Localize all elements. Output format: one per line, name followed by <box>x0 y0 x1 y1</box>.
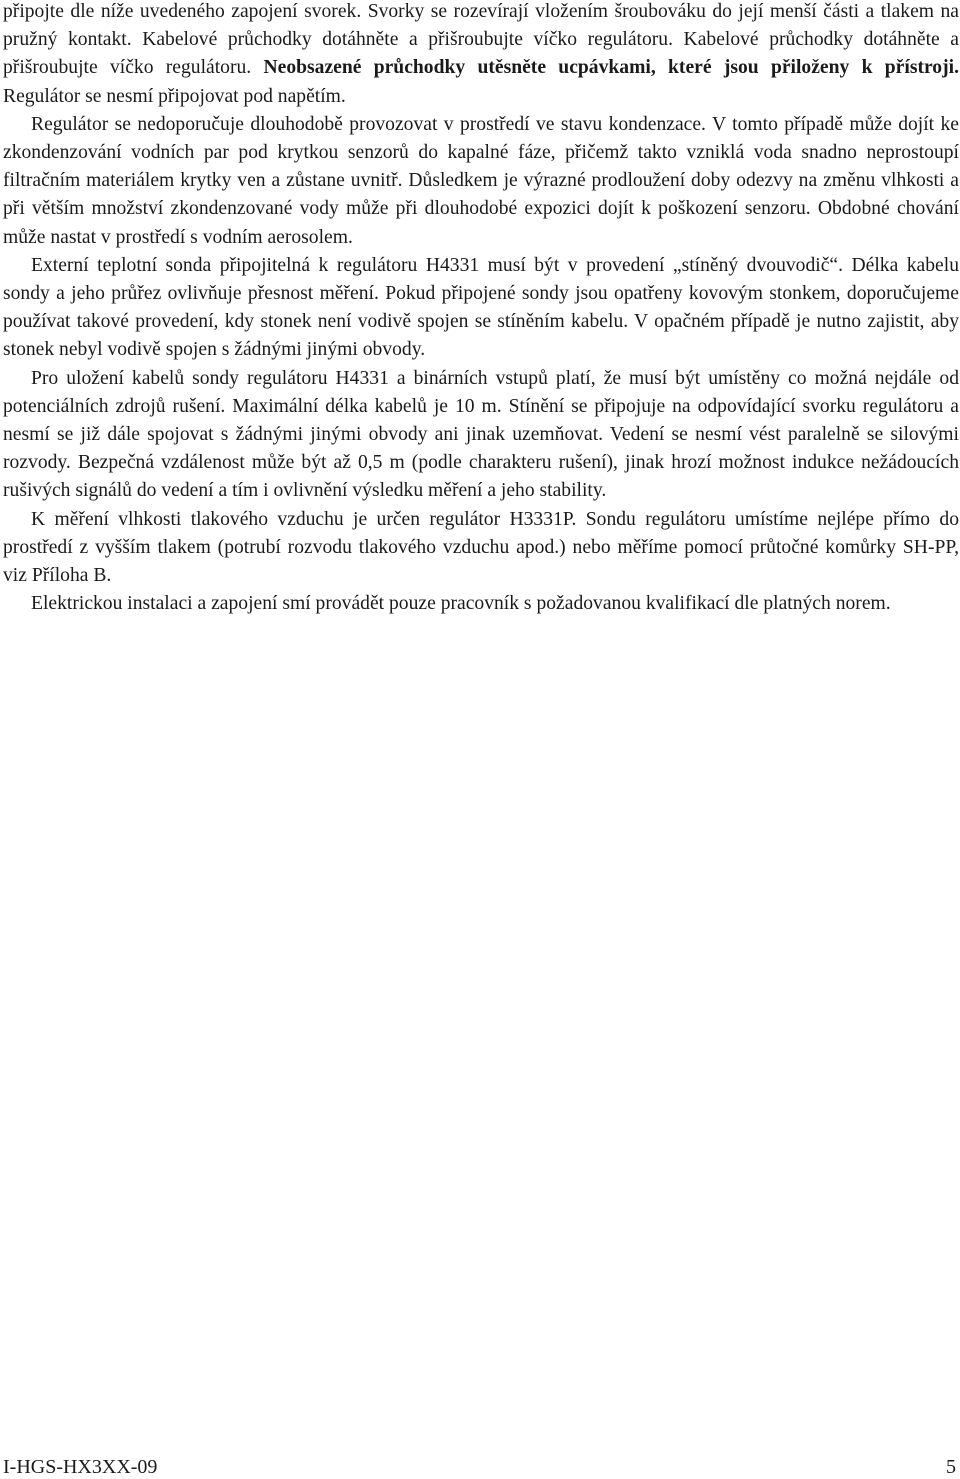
paragraph-installation <box>3 0 959 111</box>
paragraph-installation-text-1: připojte dle níže uvedeného zapojení svorek. Svorky se rozevírají vložením šroubováku do její menší části a tlakem na pružný kontakt. Kabelové průchodky dotáhněte a přišroubujte víčko regulátoru. Kabelové průchodky dotáhněte a přišroubujte víčko regulátoru. <box>3 1 959 79</box>
paragraph-cable-routing: Pro uložení kabelů sondy regulátoru H4331 a binárních vstupů platí, že musí být umístěny co možná nejdále od potenciálních zdrojů rušení. Maximální délka kabelů je 10 m. Stínění se připojuje na odpovídající svorku regulátoru a nesmí se již dále spojovat s žádnými jinými obvody ani jinak uzemňovat. Vedení se nesmí vést paralelně se silovými rozvody. Bezpečná vzdálenost může být až 0,5 m (podle charakteru rušení), jinak hrozí možnost indukce nežádoucích rušivých signálů do vedení a tím i ovlivnění výsledku měření a jeho stability. <box>3 367 959 502</box>
footer-page-number: 5 <box>946 1456 956 1478</box>
page-footer <box>3 1455 956 1479</box>
paragraph-qualification: Elektrickou instalaci a zapojení smí provádět pouze pracovník s požadovanou kvalifikací dle platných norem. <box>31 593 891 615</box>
paragraph-installation-bold-warning: Neobsazené průchodky utěsněte ucpávkami, které jsou přiloženy k přístroji. <box>263 57 959 79</box>
paragraph-external-probe: Externí teplotní sonda připojitelná k regulátoru H4331 musí být v provedení „stíněný dvouvodič“. Délka kabelu sondy a jeho průřez ovlivňuje přesnost měření. Pokud připojené sondy jsou opatřeny kovovým stonkem, doporučujeme používat takové provedení, kdy stonek není vodivě spojen se stíněním kabelu. V opačném případě je nutno zajistit, aby stonek nebyl vodivě spojen s žádnými jinými obvody. <box>3 254 959 361</box>
paragraph-compressed-air: K měření vlhkosti tlakového vzduchu je určen regulátor H3331P. Sondu regulátoru umístíme nejlépe přímo do prostředí z vyšším tlakem (potrubí rozvodu tlakového vzduchu apod.) nebo měříme pomocí průtočné komůrky SH-PP, viz Příloha B. <box>3 508 959 587</box>
paragraph-condensation: Regulátor se nedoporučuje dlouhodobě provozovat v prostředí ve stavu kondenzace. V tomto případě může dojít ke zkondenzování vodních par pod krytkou senzorů do kapalné fáze, přičemž takto vzniklá voda snadno neprostoupí filtračním materiálem krytky ven a zůstane uvnitř. Důsledkem je výrazné prodloužení doby odezvy na změnu vlhkosti a při větším množství zkondenzované vody může při dlouhodobé expozici dojít k poškození senzoru. Obdobné chování může nastat v prostředí s vodním aerosolem. <box>3 113 959 248</box>
footer-document-code: I-HGS-HX3XX-09 <box>3 1456 158 1478</box>
document-page <box>3 0 959 618</box>
paragraph-installation-text-2: Regulátor se nesmí připojovat pod napětím. <box>3 85 346 107</box>
